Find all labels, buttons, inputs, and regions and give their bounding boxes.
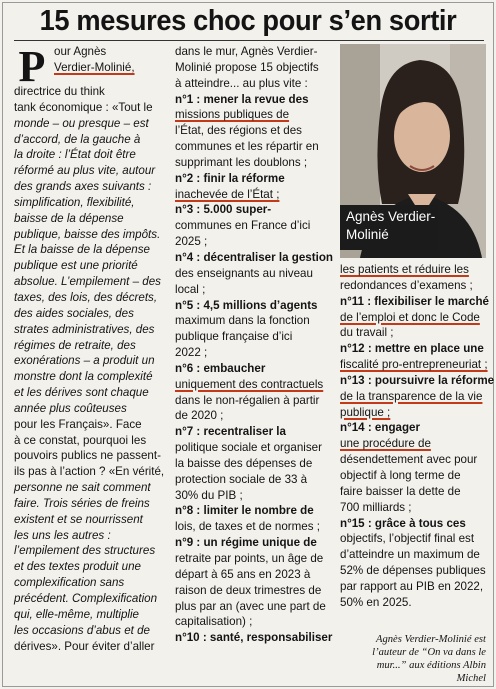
col1-line: existent et se nourrissent [14, 512, 143, 526]
col2-line: dans le mur, Agnès Verdier- [175, 45, 318, 58]
col1-line: d’accord, de la gauche à [14, 132, 141, 146]
col1-line: publique, baisse des impôts. [14, 227, 161, 241]
col1-line: à ce constat, pourquoi les [14, 433, 147, 447]
measure-line: n°9 : un régime unique de [175, 536, 317, 550]
col2-line: inachevée de l’État ; [175, 187, 280, 201]
col3-line: 50% en 2025. [340, 595, 412, 609]
col3-line: redondances d’examens ; [340, 278, 473, 292]
col3-line: 700 milliards ; [340, 500, 412, 514]
col3-line: 52% de dépenses publiques [340, 564, 486, 578]
col2-line: la baisse des dépenses de [175, 456, 313, 470]
col3-line: publique ; [340, 405, 391, 419]
column-3 [340, 262, 495, 611]
col3-line: de l’emploi et donc le Code [340, 310, 480, 324]
col1-line: monde – ou presque – est [14, 116, 149, 130]
intro-line-3: directrice du think [14, 85, 105, 98]
credit-line-2: l’auteur de “On va dans le [372, 647, 486, 658]
col2-line: dans le non-régalien à partir [175, 393, 320, 407]
photo-caption [340, 205, 438, 250]
col2-line: Molinié propose 15 objectifs [175, 60, 319, 74]
col2-line: lois, de taxes et de normes ; [175, 520, 320, 534]
col3-line: objectifs, l’objectif final est [340, 532, 475, 546]
measure-line: n°7 : recentraliser la [175, 425, 286, 439]
intro-line-2-name: Verdier-Molinié, [54, 60, 135, 74]
col2-line: l’État, des régions et des [175, 124, 302, 138]
col1-line: pouvoirs publics ne passent- [14, 449, 161, 463]
measure-line: n°1 : mener la revue des [175, 92, 309, 106]
col3-line: faire baisser la dette de [340, 484, 461, 498]
col1-line: personne ne sait comment [14, 481, 151, 495]
col1-line: pour les Français». Face [14, 417, 142, 431]
measure-line: n°13 : poursuivre la réforme [340, 373, 495, 387]
col2-line: politique sociale et organiser [175, 441, 322, 455]
dropcap: P [18, 42, 46, 91]
col2-line: à atteindre... au plus vite : [175, 76, 308, 90]
col1-line: des grands axes suivants : [14, 180, 152, 194]
measure-line: n°3 : 5.000 super- [175, 203, 272, 217]
col2-line: local ; [175, 282, 206, 296]
headline: 15 mesures choc pour s’en sortir [39, 5, 457, 37]
col2-line: 2025 ; [175, 235, 208, 249]
col1-line: publique est une priorité [14, 259, 138, 273]
col1-line: la droite : l’État doit être [14, 148, 136, 162]
col1-line: exonérations – a produit un [14, 354, 155, 368]
col2-line: capitalisation) ; [175, 615, 253, 629]
col1-line: réformé au plus vite, autour [14, 164, 156, 178]
col1-line: les uns les autres : [14, 528, 111, 542]
col1-line: tank économique : «Tout le [14, 100, 153, 114]
col2-line: de 2020 ; [175, 409, 224, 423]
col2-line: retraite par points, un âge de [175, 552, 324, 565]
credit-line-3: mur...” aux éditions Albin [376, 660, 486, 671]
col3-line: d’atteindre un maximum de [340, 548, 480, 562]
col2-line: plus par an (avec une part de [175, 599, 326, 613]
col1-line: ils pas à l’action ? «En vérité, [14, 465, 165, 479]
measure-line: n°6 : embaucher [175, 361, 266, 375]
col2-line: maximum dans la fonction [175, 314, 310, 328]
col2-line: des enseignants au niveau [175, 266, 313, 280]
col1-line: baisse de la dépense [14, 211, 124, 225]
measure-line: n°10 : santé, responsabiliser [175, 631, 333, 645]
col1-line: les occasions d’abus et de [14, 623, 150, 637]
measure-line: n°15 : grâce à tous ces [340, 516, 466, 530]
col3-line: désendettement avec pour [340, 453, 478, 467]
col3-line: de la transparence de la vie [340, 389, 483, 403]
col1-line: complexification sans [14, 576, 125, 590]
col1-line: qui, elle-même, multiplie [14, 607, 140, 621]
credit-line-1: Agnès Verdier-Molinié est [375, 634, 486, 645]
col1-line: et des textes produit une [14, 560, 141, 574]
measure-line: n°11 : flexibiliser le marché [340, 294, 489, 308]
col2-line: raison de deux trimestres de [175, 583, 322, 597]
credit-line-4: Michel [456, 673, 486, 684]
col1-line: et les dérives sont chaque [14, 386, 149, 400]
col1-line: simplification, flexibilité, [14, 195, 135, 209]
col1-line: faire. Trois séries de freins [14, 496, 150, 510]
measure-line: n°5 : 4,5 millions d’agents [175, 298, 318, 312]
col2-line: publique française d’ici [175, 330, 293, 344]
measure-line: n°4 : décentraliser la gestion [175, 250, 333, 264]
col2-line: uniquement des contractuels [175, 377, 324, 391]
col2-line: communes en France d’ici [175, 219, 311, 233]
caption-line-2: Molinié [346, 227, 389, 242]
col2-line: 30% du PIB ; [175, 488, 243, 502]
col1-line: monstre dont la complexité [14, 370, 153, 384]
headline-rule [14, 40, 484, 41]
col1-line: Et la baisse de la dépense [14, 243, 151, 257]
col3-line: par rapport au PIB en 2022, [340, 579, 484, 593]
col1-line: année plus coûteuses [14, 401, 127, 415]
col3-line: fiscalité pro-entrepreneuriat ; [340, 358, 488, 372]
col2-line: départ à 65 ans en 2023 à [175, 567, 311, 581]
column-1 [14, 44, 167, 654]
col1-line: l’empilement des structures [14, 544, 156, 558]
col2-line: communes et les répartir en [175, 140, 319, 154]
col2-line: 2022 ; [175, 346, 208, 360]
col3-line: les patients et réduire les [340, 263, 469, 276]
col3-line: du travail ; [340, 326, 394, 340]
measure-line: n°14 : engager [340, 421, 421, 435]
col1-line: dérives». Pour éviter d’aller [14, 639, 155, 653]
caption-line-1: Agnès Verdier- [346, 209, 436, 224]
col1-line: absolue. L’empilement – des [14, 275, 161, 289]
col2-line: supprimant les doublons ; [175, 155, 308, 169]
measure-line: n°8 : limiter le nombre de [175, 504, 314, 518]
col3-line: une procédure de [340, 437, 431, 451]
measure-line: n°12 : mettre en place une [340, 342, 484, 356]
col1-line: précédent. Complexification [14, 592, 158, 605]
column-2 [175, 44, 332, 646]
col1-line: strates administratives, des [14, 322, 155, 336]
col1-line: taxes, des lois, des décrets, [14, 290, 158, 304]
col2-line: protection sociale de 33 à [175, 472, 308, 486]
col1-line: régimes de retraite, des [14, 338, 136, 352]
col3-line: objectif à long terme de [340, 468, 461, 482]
col2-line: missions publiques de [175, 108, 290, 122]
intro-line-1: our Agnès [54, 45, 107, 58]
book-credit [354, 633, 486, 685]
col1-line: des aides sociales, des [14, 306, 134, 320]
measure-line: n°2 : finir la réforme [175, 171, 285, 185]
